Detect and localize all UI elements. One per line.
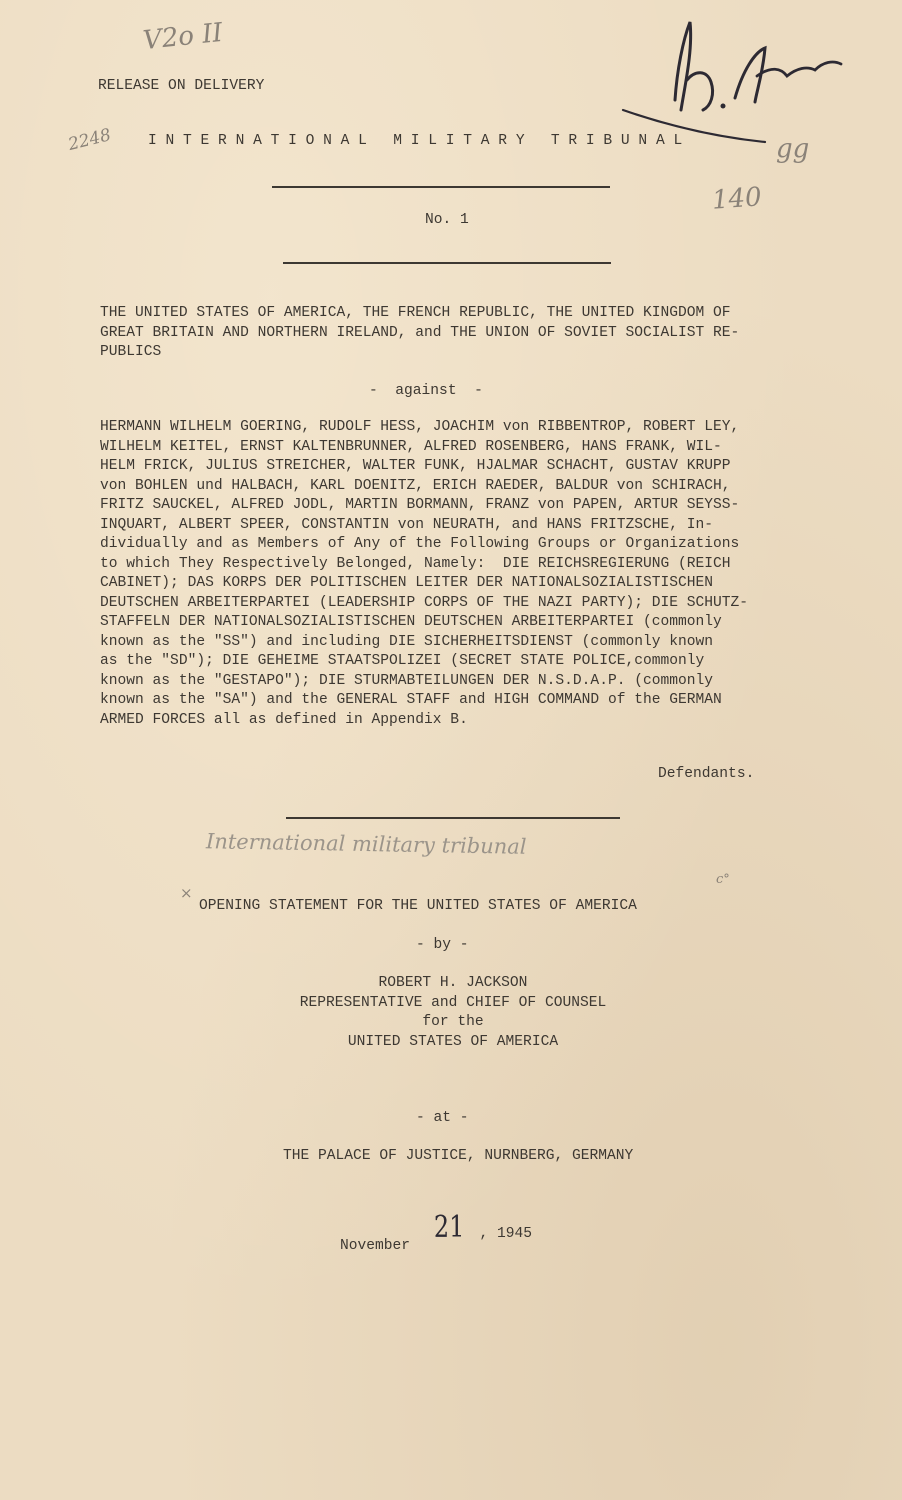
statement-title: OPENING STATEMENT FOR THE UNITED STATES OF AMERICA: [199, 898, 637, 914]
top-pencil-note: V2o II: [141, 17, 225, 57]
rule-top-1: [272, 186, 610, 188]
defendants-line: FRITZ SAUCKEL, ALFRED JODL, MARTIN BORMANN, FRANZ von PAPEN, ARTUR SEYSS-: [100, 497, 740, 513]
against-label: - against -: [369, 383, 483, 399]
pencil-mark-x: ×: [180, 884, 193, 902]
defendants-line: dividually and as Members of Any of the Following Groups or Organizations: [100, 536, 740, 552]
date-line: [340, 1210, 533, 1254]
defendants-line: known as the "SS") and including DIE SICHERHEITSDIENST (commonly known: [100, 633, 714, 650]
defendants-line: known as the "SA") and the GENERAL STAFF and HIGH COMMAND of the GERMAN: [100, 692, 722, 708]
defendants-label: Defendants.: [658, 766, 755, 782]
signature-scribble: [615, 10, 875, 150]
by-label: - by -: [416, 937, 469, 953]
author-block: [180, 974, 726, 1052]
rule-middle: [286, 817, 620, 819]
defendants-line: to which They Respectively Belonged, Namely: DIE REICHSREGIERUNG (REICH: [100, 555, 731, 572]
defendants-line: WILHELM KEITEL, ERNST KALTENBRUNNER, ALFRED ROSENBERG, HANS FRANK, WIL-: [100, 438, 722, 455]
at-label: - at -: [416, 1110, 469, 1126]
defendants-line: INQUART, ALBERT SPEER, CONSTANTIN von NEURATH, and HANS FRITZSCHE, In-: [100, 516, 714, 533]
plaintiffs-line: THE UNITED STATES OF AMERICA, THE FRENCH REPUBLIC, THE UNITED KINGDOM OF: [100, 305, 731, 321]
defendants-line: HERMANN WILHELM GOERING, RUDOLF HESS, JOACHIM von RIBBENTROP, ROBERT LEY,: [100, 419, 740, 435]
author-line: REPRESENTATIVE and CHIEF OF COUNSEL: [299, 994, 607, 1011]
defendants-line: known as the "GESTAPO"); DIE STURMABTEILUNGEN DER N.S.D.A.P. (commonly: [100, 672, 714, 689]
rule-top-2: [283, 262, 611, 264]
left-pencil-note: 2248: [66, 125, 114, 155]
plaintiffs-line: PUBLICS: [100, 344, 162, 360]
defendants-line: ARMED FORCES all as defined in Appendix B.: [100, 711, 468, 728]
case-number: No. 1: [425, 212, 469, 228]
plaintiffs-block: [100, 304, 739, 363]
defendants-block: [100, 418, 748, 730]
author-line: UNITED STATES OF AMERICA: [347, 1033, 559, 1050]
defendants-line: STAFFELN DER NATIONALSOZIALISTISCHEN DEUTSCHEN ARBEITERPARTEI (commonly: [100, 614, 722, 630]
pencil-mark-c: c°: [716, 872, 730, 887]
handwritten-title: International military tribunal: [205, 829, 527, 859]
tribunal-heading: I N T E R N A T I O N A L M I L I T A R Y T R I B U N A L: [148, 133, 683, 149]
date-day-handwritten: 21: [433, 1210, 465, 1245]
defendants-line: von BOHLEN und HALBACH, KARL DOENITZ, ERICH RAEDER, BALDUR von SCHIRACH,: [100, 477, 731, 494]
date-suffix: , 1945: [479, 1226, 533, 1242]
defendants-line: DEUTSCHEN ARBEITERPARTEI (LEADERSHIP CORPS OF THE NAZI PARTY); DIE SCHUTZ-: [100, 594, 749, 611]
defendants-line: as the "SD"); DIE GEHEIME STAATSPOLIZEI (SECRET STATE POLICE,commonly: [100, 653, 705, 669]
right-initials: gg: [776, 134, 810, 164]
author-line: ROBERT H. JACKSON: [378, 975, 528, 991]
location: THE PALACE OF JUSTICE, NURNBERG, GERMANY: [283, 1148, 634, 1164]
right-pencil-number: 140: [711, 182, 763, 216]
plaintiffs-line: GREAT BRITAIN AND NORTHERN IRELAND, and THE UNION OF SOVIET SOCIALIST RE-: [100, 324, 740, 341]
release-on-delivery: RELEASE ON DELIVERY: [98, 78, 265, 94]
date-prefix: November: [340, 1238, 411, 1254]
defendants-line: HELM FRICK, JULIUS STREICHER, WALTER FUNK, HJALMAR SCHACHT, GUSTAV KRUPP: [100, 458, 731, 474]
author-line: for the: [422, 1014, 484, 1030]
defendants-line: CABINET); DAS KORPS DER POLITISCHEN LEITER DER NATIONALSOZIALISTISCHEN: [100, 575, 714, 591]
